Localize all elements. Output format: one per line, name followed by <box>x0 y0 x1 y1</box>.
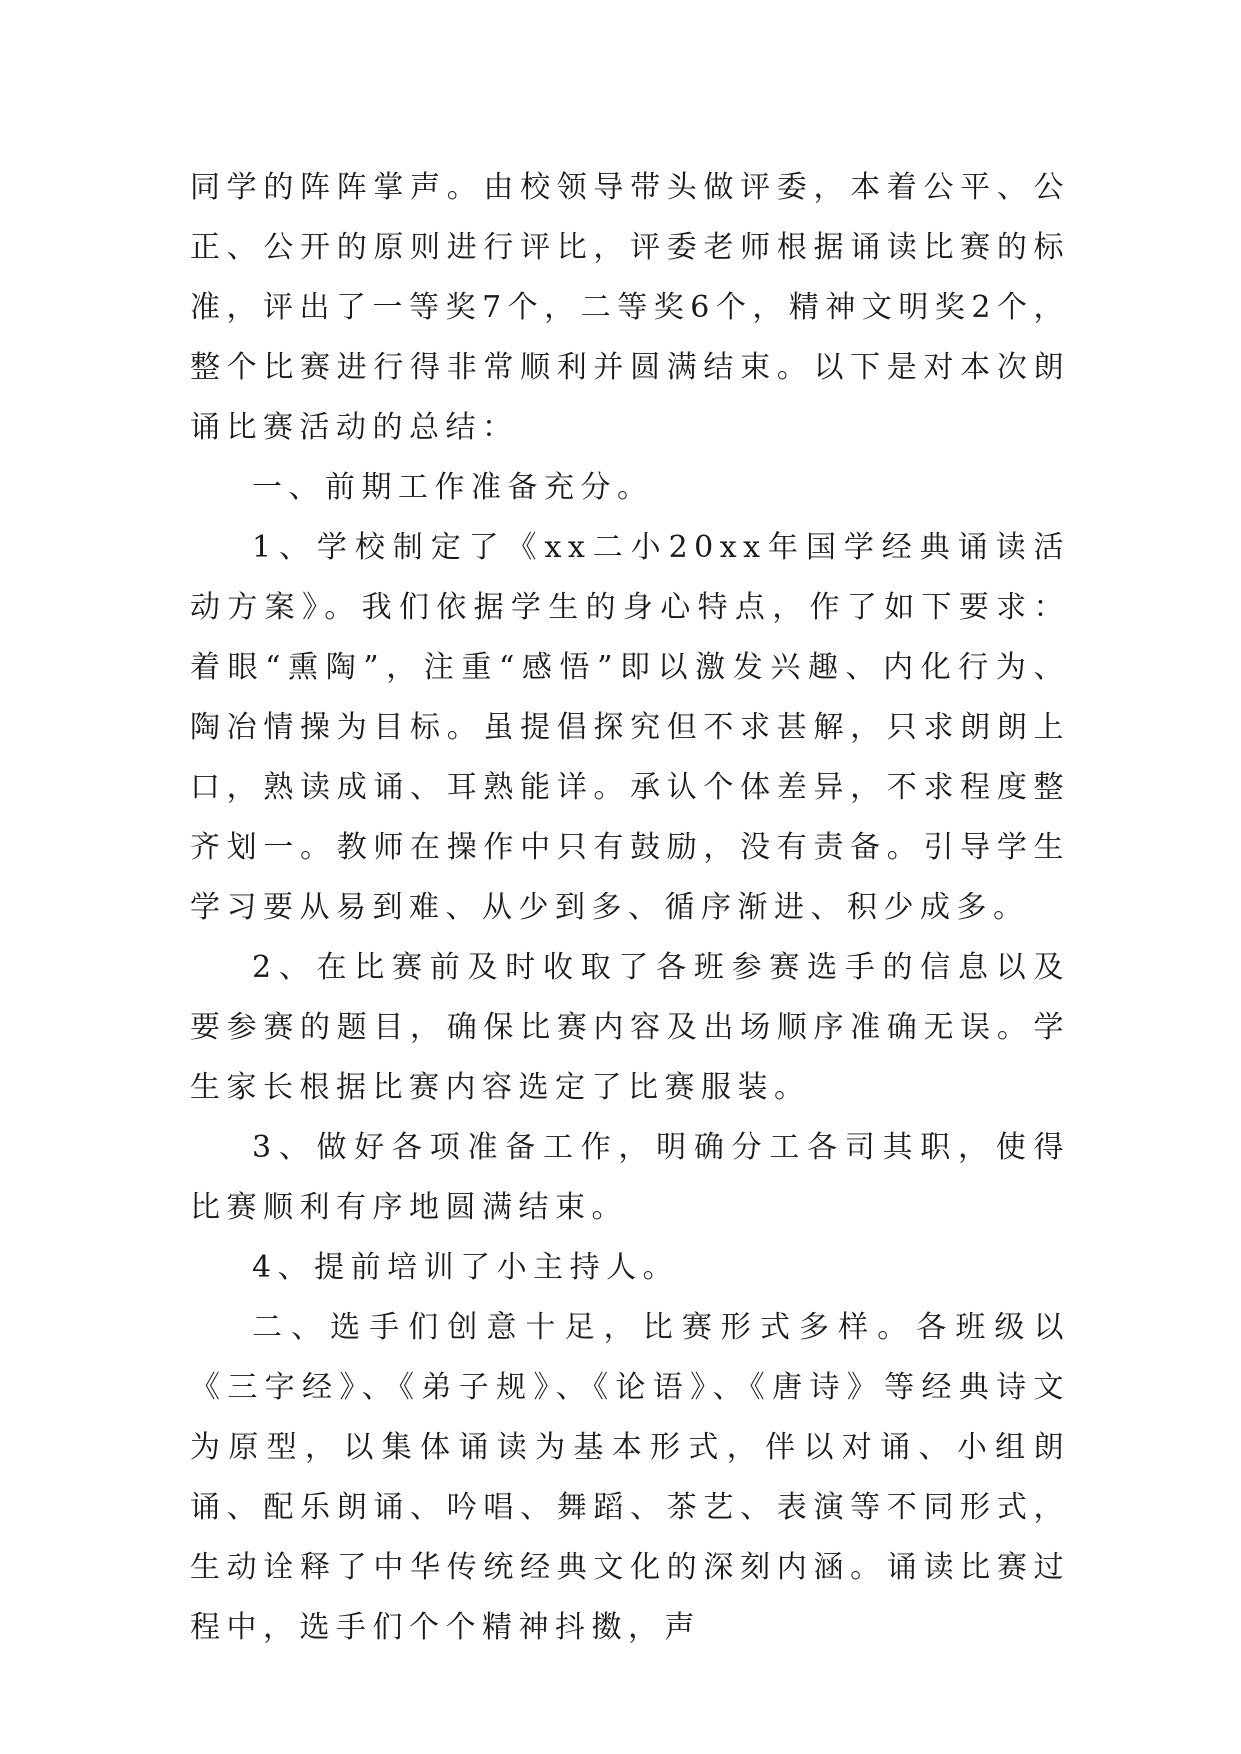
paragraph-intro-continued: 同学的阵阵掌声。由校领导带头做评委，本着公平、公正、公开的原则进行评比，评委老师根据诵读比赛的标准，评出了一等奖7个，二等奖6个，精神文明奖2个，整个比赛进行得非常顺利并圆满结束。以下是对本次朗诵比赛活动的总结： <box>190 170 1070 445</box>
paragraph-section-two: 二、选手们创意十足，比赛形式多样。各班级以《三字经》、《弟子规》、《论语》、《唐诗》等经典诗文为原型，以集体诵读为基本形式，伴以对诵、小组朗诵、配乐朗诵、吟唱、舞蹈、茶艺、表演等不同形式，生动诠释了中华传统经典文化的深刻内涵。诵读比赛过程中，选手们个个精神抖擞，声 <box>190 1310 1070 1645</box>
paragraph-item-3: 3、做好各项准备工作，明确分工各司其职，使得比赛顺利有序地圆满结束。 <box>190 1130 1070 1225</box>
document-body <box>190 158 1070 1658</box>
paragraph-section-one-heading: 一、前期工作准备充分。 <box>252 470 654 505</box>
paragraph-item-1: 1、学校制定了《xx二小20xx年国学经典诵读活动方案》。我们依据学生的身心特点，作了如下要求：着眼“熏陶”，注重“感悟”即以激发兴趣、内化行为、陶冶情操为目标。虽提倡探究但不求甚解，只求朗朗上口，熟读成诵、耳熟能详。承认个体差异，不求程度整齐划一。教师在操作中只有鼓励，没有责备。引导学生学习要从易到难、从少到多、循序渐进、积少成多。 <box>190 530 1070 925</box>
paragraph-item-4: 4、提前培训了小主持人。 <box>252 1250 680 1285</box>
paragraph-item-2: 2、在比赛前及时收取了各班参赛选手的信息以及要参赛的题目，确保比赛内容及出场顺序准确无误。学生家长根据比赛内容选定了比赛服装。 <box>190 950 1070 1105</box>
